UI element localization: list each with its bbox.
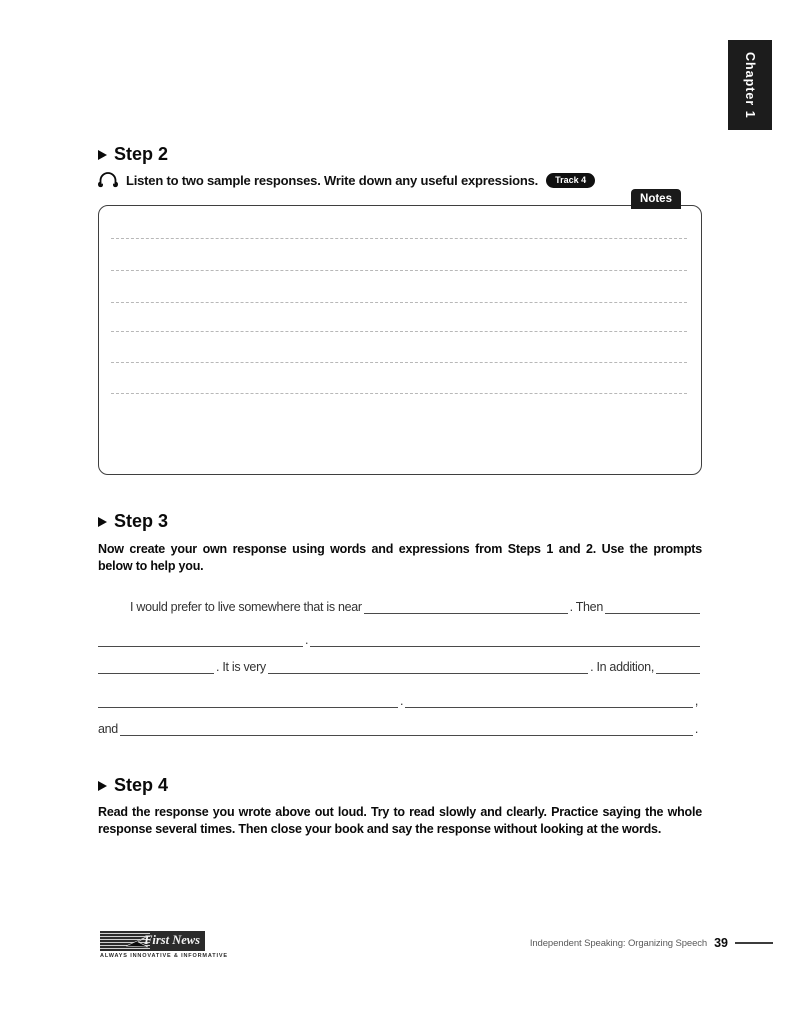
step2-listen-row bbox=[98, 171, 702, 189]
step2-heading bbox=[98, 144, 168, 165]
step4-heading bbox=[98, 775, 168, 796]
logo-title: First News bbox=[144, 933, 200, 947]
track-badge: Track 4 bbox=[546, 173, 595, 188]
step2-instruction: Listen to two sample responses. Write down any useful expressions. bbox=[126, 172, 539, 188]
footer-running-area bbox=[530, 936, 773, 950]
prompt-line-5 bbox=[98, 718, 700, 736]
notes-ruled-line bbox=[111, 302, 687, 303]
headphones-icon bbox=[98, 171, 118, 189]
prompt-line-1 bbox=[98, 596, 700, 614]
step4-instruction: Read the response you wrote above out loud. Try to read slowly and clearly. Practice saying the whole response several times. Then close your book and say the response without looking at the words. bbox=[98, 805, 702, 836]
notes-ruled-line bbox=[111, 393, 687, 394]
step-marker-icon bbox=[98, 517, 107, 527]
prompt-line-4 bbox=[98, 690, 700, 708]
fill-blank[interactable] bbox=[364, 598, 568, 614]
page-number: 39 bbox=[714, 936, 728, 950]
fill-blank[interactable] bbox=[656, 658, 700, 674]
notes-tab: Notes bbox=[631, 189, 681, 209]
step3-heading bbox=[98, 511, 168, 532]
fill-blank[interactable] bbox=[98, 631, 303, 647]
prompt-text: . bbox=[694, 722, 698, 736]
fill-blank[interactable] bbox=[310, 631, 700, 647]
step-marker-icon bbox=[98, 781, 107, 791]
fill-blank[interactable] bbox=[268, 658, 588, 674]
prompt-text: . bbox=[305, 633, 309, 647]
prompt-text: . It is very bbox=[216, 660, 266, 674]
step4-heading-label: Step 4 bbox=[114, 775, 169, 795]
prompt-text: . Then bbox=[569, 600, 603, 614]
fill-blank[interactable] bbox=[605, 598, 700, 614]
fill-blank[interactable] bbox=[98, 692, 398, 708]
fill-blank[interactable] bbox=[405, 692, 693, 708]
step3-instruction: Now create your own response using words and expressions from Steps 1 and 2. Use the prompts below to help you. bbox=[98, 542, 702, 573]
running-title: Independent Speaking: Organizing Speech bbox=[529, 937, 708, 949]
logo-tagline: ALWAYS INNOVATIVE & INFORMATIVE bbox=[100, 953, 228, 959]
prompt-line-3 bbox=[98, 656, 700, 674]
fill-blank[interactable] bbox=[120, 720, 693, 736]
prompt-text: . In addition, bbox=[590, 660, 654, 674]
step-marker-icon bbox=[98, 150, 107, 160]
footer-rule bbox=[735, 942, 773, 944]
notes-ruled-line bbox=[111, 331, 687, 332]
prompt-text: I would prefer to live somewhere that is near bbox=[130, 600, 362, 614]
notes-ruled-line bbox=[111, 238, 687, 239]
fill-blank[interactable] bbox=[98, 658, 214, 674]
prompt-text: and bbox=[98, 722, 118, 736]
step3-heading-label: Step 3 bbox=[114, 511, 169, 531]
prompt-line-2 bbox=[98, 629, 700, 647]
chapter-tab bbox=[728, 40, 772, 130]
prompt-text: , bbox=[694, 694, 698, 708]
prompt-text: . bbox=[400, 694, 404, 708]
notes-box[interactable] bbox=[98, 205, 702, 475]
notes-ruled-line bbox=[111, 270, 687, 271]
publisher-logo bbox=[100, 931, 205, 951]
chapter-tab-label: Chapter 1 bbox=[743, 51, 757, 119]
notes-ruled-line bbox=[111, 362, 687, 363]
step2-heading-label: Step 2 bbox=[114, 144, 169, 164]
